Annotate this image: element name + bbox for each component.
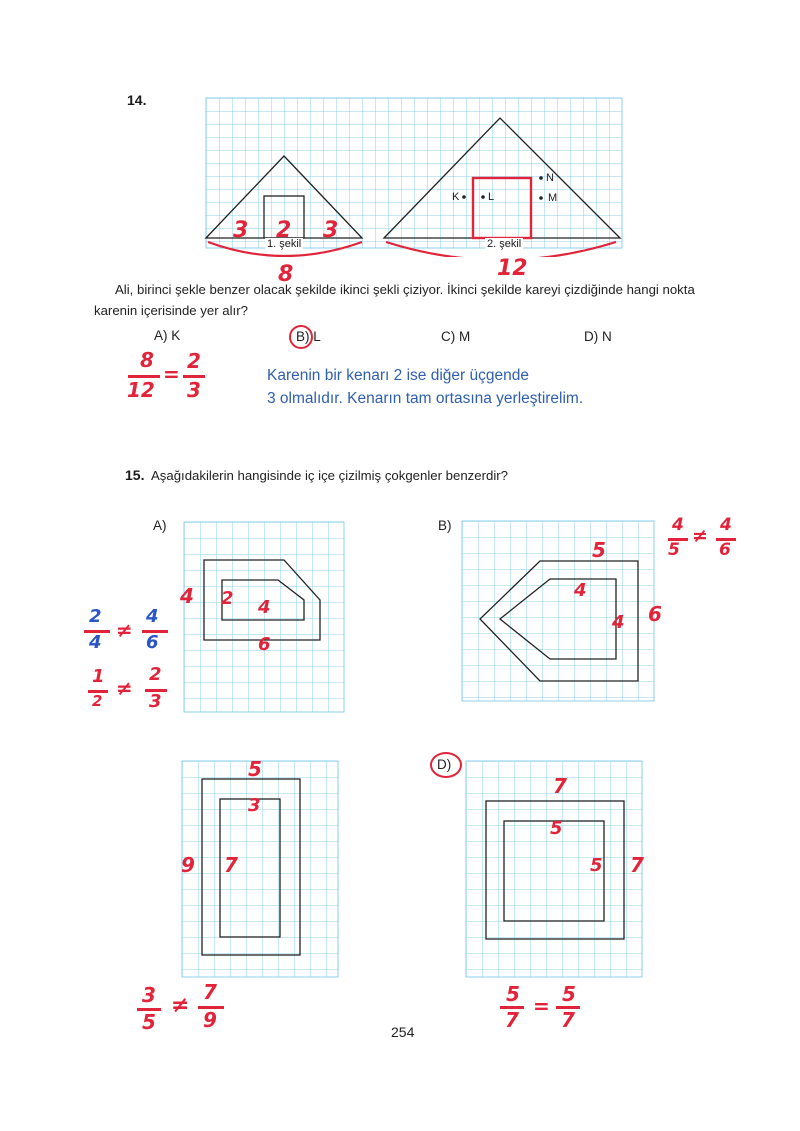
hand-b-right: 6 <box>648 602 662 626</box>
hand-c-f1-num: 3 <box>142 983 156 1007</box>
hand-c-inner-top: 3 <box>248 795 261 816</box>
hand-d-inner-top: 5 <box>550 818 563 839</box>
fig2-label: 2. şekil <box>487 238 522 250</box>
point-M <box>539 196 543 200</box>
hand-a-f2-num: 4 <box>146 606 159 627</box>
hand-a-bottom: 6 <box>258 634 271 655</box>
point-N-label: N <box>546 172 554 184</box>
q14-text-line2: karenin içerisinde yer alır? <box>94 303 248 318</box>
q15-c-grid <box>178 757 343 982</box>
hand-d-right: 7 <box>630 853 644 877</box>
hand-a-f4-num: 2 <box>149 664 162 685</box>
hand-a-f3-num: 1 <box>92 666 105 687</box>
q15-option-d[interactable]: D) <box>437 757 452 772</box>
hand-d-top: 7 <box>553 774 567 798</box>
hand-d-f2-num: 5 <box>562 982 576 1006</box>
hand-a-f2-den: 6 <box>146 632 159 653</box>
hand-ratio-den: 12 <box>127 378 155 402</box>
q15-option-d-circle <box>430 752 462 778</box>
point-L-label: L <box>488 191 495 203</box>
hand-c-left: 9 <box>181 853 195 877</box>
hand-ratio-eq: = <box>163 362 180 386</box>
hand-fig2-base: 12 <box>497 256 528 281</box>
point-M-label: M <box>548 192 558 204</box>
hand-a-f1-num: 2 <box>89 606 102 627</box>
q14-text-line1: Ali, birinci şekle benzer olacak şekilde ikinci şekli çiziyor. İkinci şekilde kareyi çizdiğinde hangi nokta <box>115 282 695 297</box>
q15-b-grid <box>458 517 658 707</box>
hand-fig1-base: 8 <box>278 262 294 287</box>
hand-ratio-res-num: 2 <box>187 349 201 373</box>
note-line2: 3 olmalıdır. Kenarın tam ortasına yerleştirelim. <box>267 390 584 407</box>
hand-b-inner-right: 4 <box>612 612 625 633</box>
hand-d-f2-den: 7 <box>561 1008 575 1032</box>
hand-b-f2-num: 4 <box>720 515 732 535</box>
hand-c-f2-den: 9 <box>203 1008 217 1032</box>
hand-a-f3-den: 2 <box>92 692 103 710</box>
q15-text: Aşağıdakilerin hangisinde iç içe çizilmiş çokgenler benzerdir? <box>151 468 508 483</box>
hand-c-f2-num: 7 <box>203 980 217 1004</box>
hand-b-inner-top: 4 <box>574 580 587 601</box>
hand-c-top: 5 <box>248 757 262 781</box>
q14-option-b-circle <box>289 325 313 349</box>
hand-fig1-mid: 2 <box>276 218 292 243</box>
hand-b-f2-den: 6 <box>719 540 731 560</box>
hand-d-f1-num: 5 <box>506 982 520 1006</box>
hand-d-eq: = <box>533 994 550 1018</box>
hand-a-neq-2: ≠ <box>116 676 133 700</box>
hand-a-outer: 4 <box>180 584 194 608</box>
hand-c-inner: 7 <box>224 853 238 877</box>
point-K <box>462 195 466 199</box>
question-15-number: 15. <box>125 467 145 483</box>
hand-d-inner-right: 5 <box>590 855 603 876</box>
q14-figure-grid <box>200 92 630 257</box>
q14-option-b[interactable]: B) L <box>296 329 321 344</box>
fig1-label: 1. şekil <box>267 238 302 250</box>
page-number: 254 <box>391 1024 415 1040</box>
hand-fig1-left: 3 <box>233 218 249 243</box>
q15-option-b[interactable]: B) <box>438 518 452 533</box>
hand-b-f1-num: 4 <box>672 515 684 535</box>
hand-b-f1-den: 5 <box>668 540 680 560</box>
q15-option-a[interactable]: A) <box>153 518 167 533</box>
hand-a-top: 4 <box>258 597 271 618</box>
hand-b-top: 5 <box>592 538 606 562</box>
hand-a-neq: ≠ <box>116 618 133 642</box>
note-line1: Karenin bir kenarı 2 ise diğer üçgende <box>267 367 529 384</box>
hand-d-f1-den: 7 <box>505 1008 519 1032</box>
q15-a-grid <box>180 518 350 718</box>
hand-c-f1-den: 5 <box>142 1010 156 1034</box>
point-L <box>481 195 485 199</box>
hand-ratio-res-den: 3 <box>187 378 201 402</box>
hand-a-inner: 2 <box>221 588 234 609</box>
hand-c-neq: ≠ <box>171 993 190 1018</box>
hand-a-f1-den: 4 <box>89 632 102 653</box>
hand-a-f4-den: 3 <box>149 691 162 712</box>
hand-fig1-right: 3 <box>323 218 339 243</box>
q14-option-d[interactable]: D) N <box>584 329 612 344</box>
q14-option-a[interactable]: A) K <box>154 328 181 343</box>
question-14-number: 14. <box>127 92 147 108</box>
point-K-label: K <box>452 191 460 203</box>
q14-option-c[interactable]: C) M <box>441 329 471 344</box>
point-N <box>539 176 543 180</box>
hand-b-neq: ≠ <box>692 525 708 547</box>
hand-ratio-num: 8 <box>140 348 154 372</box>
